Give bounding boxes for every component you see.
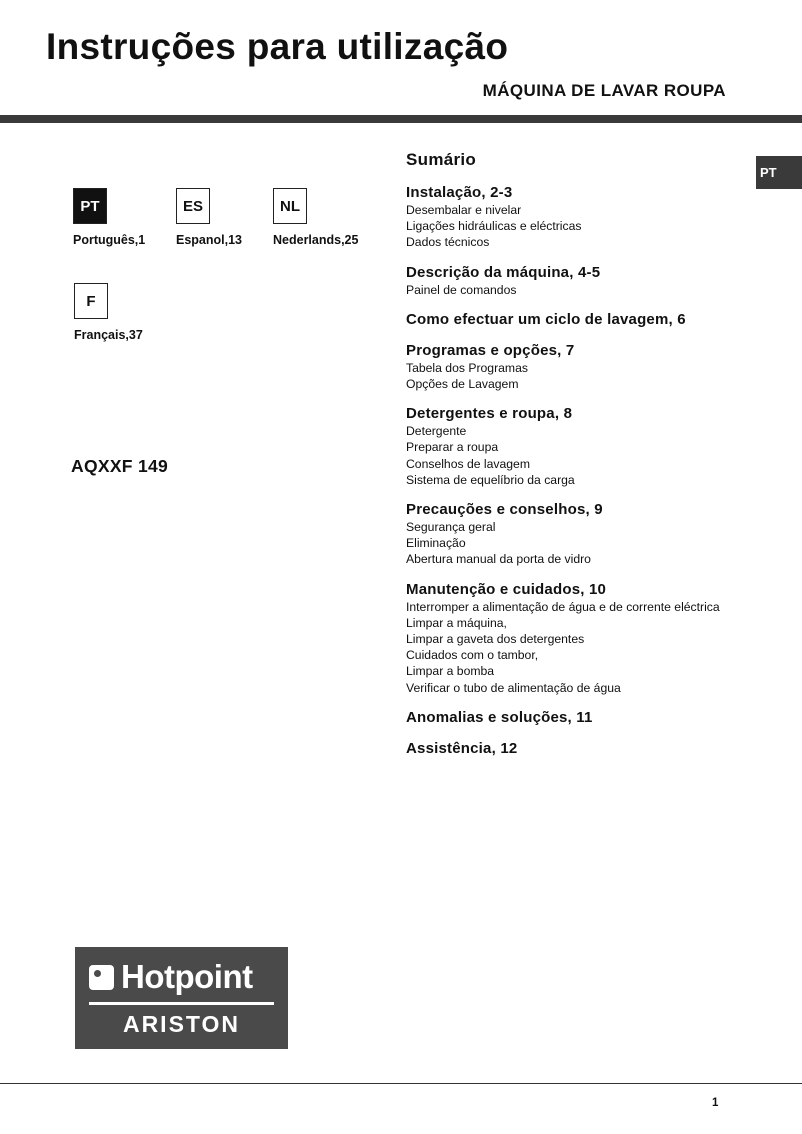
language-label: Nederlands,25: [273, 233, 359, 247]
toc-subitem[interactable]: Tabela dos Programas: [406, 360, 528, 375]
toc-subitem[interactable]: Abertura manual da porta de vidro: [406, 552, 591, 567]
model-number: AQXXF 149: [71, 456, 169, 476]
logo-brand-primary: Hotpoint: [121, 958, 253, 995]
toc-subitem[interactable]: Interromper a alimentação de água e de corrente eléctrica: [406, 599, 720, 614]
toc-section: [406, 501, 776, 568]
toc-subitem[interactable]: Eliminação: [406, 536, 466, 551]
page-number: 1: [712, 1097, 719, 1109]
toc-section-heading[interactable]: Assistência, 12: [406, 739, 518, 757]
toc-subitem[interactable]: Preparar a roupa: [406, 440, 499, 455]
language-code-box: F: [74, 283, 108, 319]
toc-title: Sumário: [406, 150, 477, 169]
language-es[interactable]: [176, 188, 242, 247]
language-code-box: ES: [176, 188, 210, 224]
toc-section: [406, 709, 776, 727]
logo-brand-secondary: ARISTON: [122, 1011, 241, 1037]
language-label: Português,1: [73, 233, 146, 247]
toc-subitem[interactable]: Verificar o tubo de alimentação de água: [406, 680, 621, 695]
toc-sections: [406, 184, 776, 758]
toc-subitem[interactable]: Cuidados com o tambor,: [406, 648, 539, 663]
toc-subitem[interactable]: Conselhos de lavagem: [406, 456, 530, 471]
toc-subitem[interactable]: Segurança geral: [406, 520, 496, 535]
toc-section: [406, 581, 776, 696]
toc-section-heading[interactable]: Instalação, 2-3: [406, 184, 513, 201]
language-label: Français,37: [74, 328, 143, 342]
table-of-contents: [406, 150, 776, 771]
toc-subitem[interactable]: Detergente: [406, 424, 467, 439]
language-pt[interactable]: [73, 188, 145, 247]
toc-subitem[interactable]: Opções de Lavagem: [406, 377, 519, 392]
toc-section-heading[interactable]: Detergentes e roupa, 8: [406, 405, 573, 423]
page-title: Instruções para utilização: [46, 26, 509, 67]
language-code-box: NL: [273, 188, 307, 224]
footer-divider: [0, 1083, 802, 1084]
toc-section: [406, 184, 776, 251]
language-side-tab: PT: [756, 156, 802, 189]
toc-subitem[interactable]: Limpar a máquina,: [406, 615, 507, 630]
toc-subitem[interactable]: Desembalar e nivelar: [406, 203, 522, 217]
toc-section-heading[interactable]: Anomalias e soluções, 11: [406, 708, 593, 726]
toc-section-heading[interactable]: Como efectuar um ciclo de lavagem, 6: [406, 310, 686, 328]
toc-subitem[interactable]: Sistema de equelíbrio da carga: [406, 472, 575, 487]
toc-subitem[interactable]: Dados técnicos: [406, 235, 490, 250]
toc-section: [406, 342, 776, 392]
toc-section: [406, 264, 776, 298]
language-code-box: PT: [73, 188, 107, 224]
page-subtitle: MÁQUINA DE LAVAR ROUPA: [482, 81, 726, 100]
toc-section-heading[interactable]: Descrição da máquina, 4-5: [406, 263, 601, 281]
language-label: Espanol,13: [176, 233, 242, 247]
language-nl[interactable]: [273, 188, 358, 247]
toc-subitem[interactable]: Limpar a gaveta dos detergentes: [406, 632, 585, 647]
toc-section: [406, 311, 776, 329]
toc-section-heading[interactable]: Precauções e conselhos, 9: [406, 501, 603, 519]
toc-subitem[interactable]: Limpar a bomba: [406, 664, 495, 679]
header-divider: [0, 115, 802, 123]
toc-section-heading[interactable]: Programas e opções, 7: [406, 341, 575, 359]
toc-section-heading[interactable]: Manutenção e cuidados, 10: [406, 580, 607, 598]
language-fr[interactable]: [74, 283, 143, 342]
logo-divider: [89, 1002, 274, 1005]
toc-section: [406, 405, 776, 488]
hotpoint-logo-icon: [89, 965, 114, 990]
brand-logo: [75, 947, 288, 1049]
toc-subitem[interactable]: Painel de comandos: [406, 282, 517, 297]
toc-subitem[interactable]: Ligações hidráulicas e eléctricas: [406, 219, 582, 234]
toc-section: [406, 740, 776, 758]
